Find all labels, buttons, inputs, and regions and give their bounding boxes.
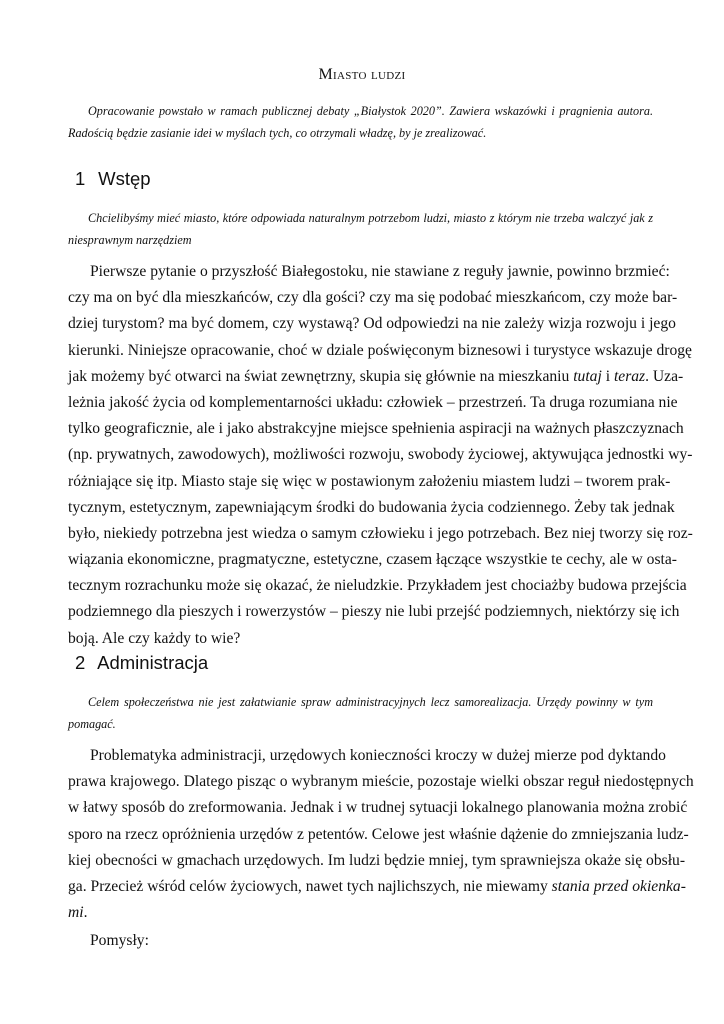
paragraph-line: boją. Ale czy każdy to wie? bbox=[68, 629, 241, 647]
section-heading-1 bbox=[75, 168, 151, 190]
section-motto: Chcielibyśmy mieć miasto, które odpowiada naturalnym potrzebom ludzi, miasto z którym nie trzeba walczyć jak z niesprawnym narzędziem bbox=[68, 211, 653, 247]
ideas-paragraph bbox=[68, 928, 653, 954]
paragraph-line: podziemnego dla pieszych i rowerzystów – pieszy nie lubi przejść podziemnych, niektórzy się ich bbox=[68, 603, 680, 621]
paragraph-line: w łatwy sposób do zreformowania. Jednak i w trudnej sytuacji lokalnego planowania można zrobić bbox=[68, 799, 688, 817]
section-heading-2 bbox=[75, 652, 208, 674]
paragraph-line: było, niekiedy potrzebna jest wiedza o samym człowieku i jego potrzebach. Bez niej tworzy się roz- bbox=[68, 524, 693, 542]
paragraph-line: tecznym rozrachunku może się okazać, że nieludzkie. Przykładem jest chociażby budowa przejścia bbox=[68, 577, 687, 595]
paragraph-line: leżnia jakość życia od komplementarności układu: człowiek – przestrzeń. Ta druga rozumiana nie bbox=[68, 393, 678, 411]
paragraph-line: dziej turystom? ma być domem, czy wystawą? Od odpowiedzi na nie zależy wizja rozwoju i jego bbox=[68, 315, 676, 333]
paragraph-line: jak możemy być otwarci na świat zewnętrzny, skupia się głównie na mieszkaniu tutaj i teraz. Uza- bbox=[68, 367, 684, 385]
paragraph-line: tycznym, estetycznym, zapewniającym środki do budowania życia codziennego. Żeby tak jednak bbox=[68, 498, 675, 516]
section-number: 1 bbox=[75, 168, 86, 189]
section-paragraph bbox=[68, 259, 693, 652]
paragraph-line: wiązania ekonomiczne, pragmatyczne, estetyczne, czasem łączące wszystkie te cechy, ale w osta- bbox=[68, 551, 677, 569]
section-title: Administracja bbox=[97, 652, 209, 673]
paragraph-line: różniające się itp. Miasto staje się więc w postawionym założeniu miastem ludzi – tworem prak- bbox=[68, 472, 671, 490]
paragraph-line: Pierwsze pytanie o przyszłość Białegostoku, nie stawiane z reguły jawnie, powinno brzmieć: bbox=[90, 263, 670, 280]
paragraph-line: mi. bbox=[68, 904, 88, 922]
paragraph-line: sporo na rzecz opróżnienia urzędów z petentów. Celowe jest właśnie dążenie do zmniejszania ludz- bbox=[68, 825, 689, 843]
paragraph-line: (np. prywatnych, zawodowych), możliwości rozwoju, swobody życiowej, aktywująca jednostki wy- bbox=[68, 446, 693, 464]
paragraph-line: Pomysły: bbox=[90, 932, 149, 949]
paragraph-line: prawa krajowego. Dlatego pisząc o wybranym mieście, pozostaje wielki obszar reguł niedostępnych bbox=[68, 773, 694, 791]
section-title: Wstęp bbox=[98, 168, 151, 189]
document-abstract: Opracowanie powstało w ramach publicznej debaty „Białystok 2020”. Zawiera wskazówki i pragnienia autora. Radością będzie zasianie idei w myślach tych, co otrzymali władzę, by je zrealizować. bbox=[68, 104, 653, 140]
document-title: Miasto ludzi bbox=[318, 66, 406, 83]
paragraph-line: Problematyka administracji, urzędowych konieczności kroczy w dużej mierze pod dyktando bbox=[90, 747, 666, 764]
paragraph-line: czy ma on być dla mieszkańców, czy dla gości? czy ma się podobać mieszkańcom, czy może bar- bbox=[68, 289, 678, 307]
section-paragraph bbox=[68, 743, 694, 926]
section-number: 2 bbox=[75, 652, 86, 673]
paragraph-line: tylko geograficznie, ale i jako abstrakcyjne miejsce spełnienia aspiracji na ważnych płaszczyznach bbox=[68, 420, 684, 438]
paragraph-line: kierunki. Niniejsze opracowanie, choć w dziale poświęconym biznesowi i turystyce wskazuje drogę bbox=[68, 341, 692, 359]
paragraph-line: kiej obecności w gmachach urzędowych. Im ludzi będzie mniej, tym sprawniejsza okaże się obsłu- bbox=[68, 851, 686, 869]
paragraph-line: ga. Przecież wśród celów życiowych, nawet tych najlichszych, nie miewamy stania przed okienka- bbox=[68, 877, 686, 895]
section-motto: Celem społeczeństwa nie jest załatwianie spraw administracyjnych lecz samorealizacja. Urzędy powinny w tym pomagać. bbox=[68, 695, 653, 731]
